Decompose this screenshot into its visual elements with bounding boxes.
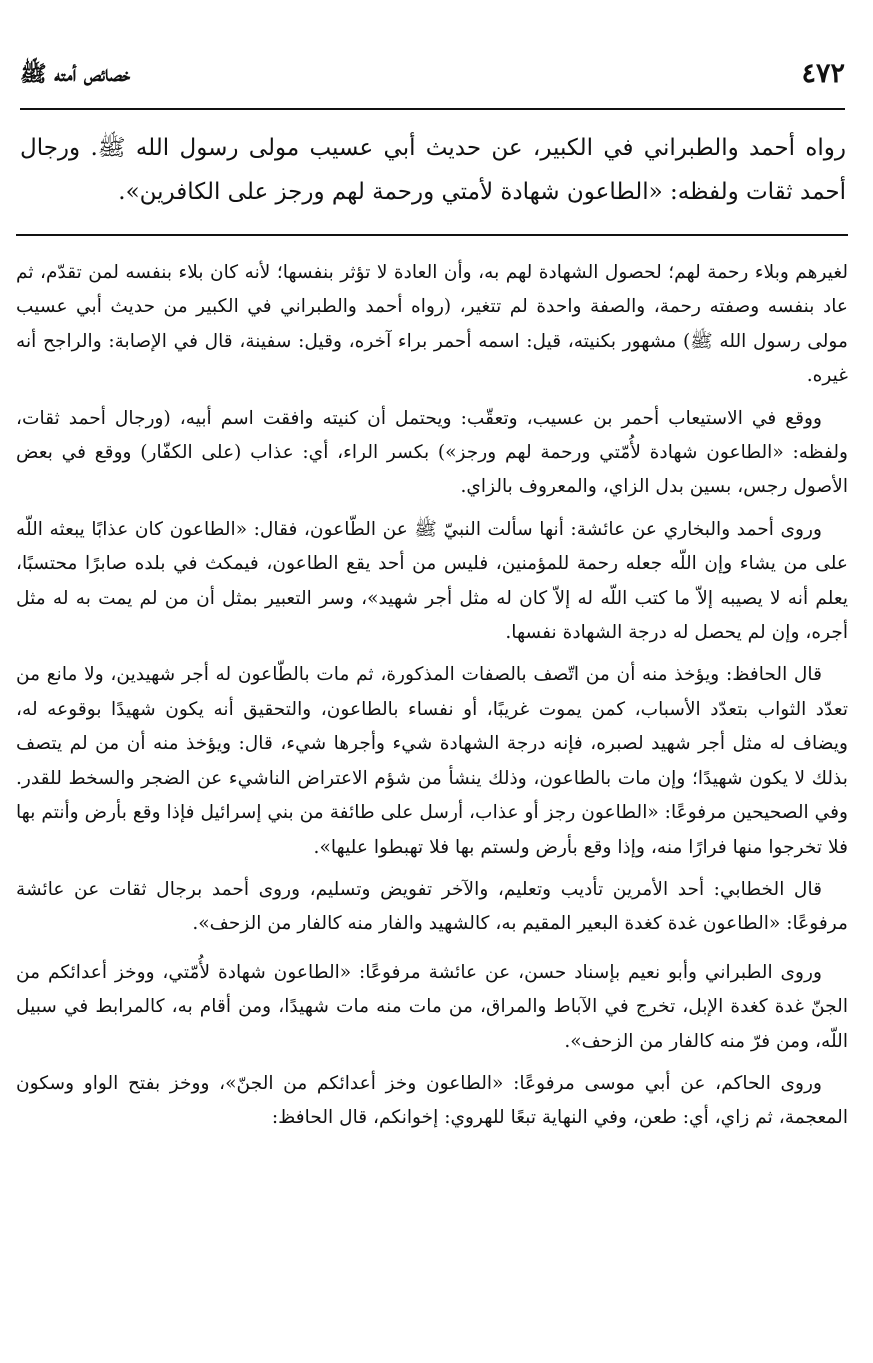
commentary-paragraph-2: ووقع في الاستيعاب أحمر بن عسيب، وتعقّب: ويحتمل أن كنيته وافقت اسم أبيه، (ورجال أحمد ثقات، ولفظه: «الطاعون شهادة لأُمّتي ورحمة لهم ورجز») بكسر الراء، أي: عذاب (على الكفّار) ووقع في بعض الأصول رجس، بسين بدل الزاي، والمعروف بالزاي. — [16, 407, 848, 498]
page-header — [20, 58, 845, 98]
commentary-paragraph-1: لغيرهم وبلاء رحمة لهم؛ لحصول الشهادة لهم به، وأن العادة لا تؤثر بنفسها؛ لأنه كان بلاء بنفسه لمن تقدّم، ثم عاد بنفسه وصفته رحمة، والصفة واحدة لم تتغير، (رواه أحمد والطبراني في الكبير من حديث أبي عسيب مولى رسول الله ﷺ) مشهور بكنيته، قيل: اسمه أحمر براء آخره، وقيل: سفينة، قال في الإصابة: والراجح أنه غيره. — [16, 262, 848, 387]
commentary-paragraph-3: وروى أحمد والبخاري عن عائشة: أنها سألت النبيّ ﷺ عن الطّاعون، فقال: «الطاعون كان عذابًا يبعثه اللّه على من يشاء وإن اللّه جعله رحمة للمؤمنين، فليس من أحد يقع الطاعون، فيمكث في بلده صابرًا محتسبًا، يعلم أنه لا يصيبه إلاّ ما كتب اللّه له إلاّ كان له مثل أجر شهيد»، وسر التعبير بمثل أن من لم يمت به له مثل أجره، وإن لم يحصل له درجة الشهادة نفسها. — [16, 518, 848, 644]
commentary-paragraph-7: وروى الحاكم، عن أبي موسى مرفوعًا: «الطاعون وخز أعدائكم من الجنّ»، ووخز بفتح الواو وسكون المعجمة، ثم زاي، أي: طعن، وفي النهاية تبعًا للهروي: إخوانكم، قال الحافظ: — [16, 1072, 848, 1129]
commentary-paragraph-4: قال الحافظ: ويؤخذ منه أن من اتّصف بالصفات المذكورة، ثم مات بالطّاعون له أجر شهيدين، ولا مانع من تعدّد الثواب بتعدّد الأسباب، كمن يموت غريبًا، أو نفساء بالطاعون، والتحقيق أنه يكون شهيدًا بوقوعه له، ويضاف له مثل أجر شهيد لصبره، فإنه درجة الشهادة شيء وأجرها شيء، قال: ويؤخذ منه أن من لم يتصف بذلك لا يكون شهيدًا؛ وإن مات بالطاعون، وذلك ينشأ من شؤم الاعتراض الناشيء عن الضجر والسخط للقدر. وفي الصحيحين مرفوعًا: «الطاعون رجز أو عذاب، أرسل على طائفة من بني إسرائيل فإذا وقع بأرض وأنتم بها فلا تخرجوا منها فرارًا منه، وإذا وقع بأرض ولستم بها فلا تهبطوا عليها». — [16, 664, 848, 858]
page-number: ٤٧٢ — [801, 58, 845, 89]
running-title: خصائص أمته ﷺ — [20, 61, 131, 87]
commentary-paragraph-5: قال الخطابي: أحد الأمرين تأديب وتعليم، والآخر تفويض وتسليم، وروى أحمد برجال ثقات عن عائشة مرفوعًا: «الطاعون غدة كغدة البعير المقيم به، كالشهيد والفار منه كالفار من الزحف». — [16, 878, 848, 935]
commentary-body — [16, 256, 848, 1144]
header-rule — [20, 108, 845, 110]
section-divider — [16, 234, 848, 236]
matn-text: رواه أحمد والطبراني في الكبير، عن حديث أبي عسيب مولى رسول الله ﷺ. ورجال أحمد ثقات ولفظه: «الطاعون شهادة لأمتي ورحمة لهم ورجز على الكافرين». — [20, 135, 846, 205]
commentary-paragraph-6: وروى الطبراني وأبو نعيم بإسناد حسن، عن عائشة مرفوعًا: «الطاعون شهادة لأُمّتي، ووخز أعدائكم من الجنّ غدة كغدة الإبل، تخرج في الآباط والمراق، من مات منه مات شهيدًا، ومن أقام به، كالمرابط في سبيل اللّه، ومن فرّ منه كالفار من الزحف». — [16, 961, 848, 1052]
